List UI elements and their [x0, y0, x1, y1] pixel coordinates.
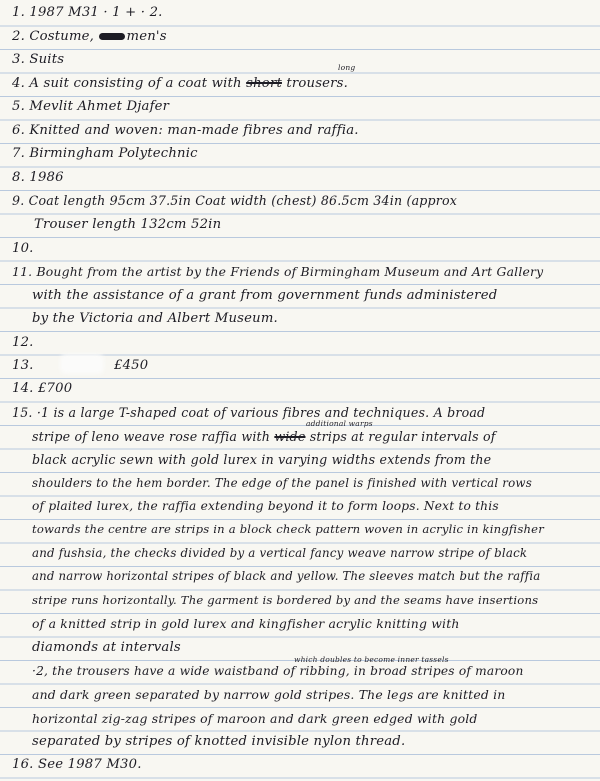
line-15-description-11: diamonds at intervals	[32, 640, 181, 655]
line-15-text: stripe of leno weave rose raffia with	[32, 429, 271, 444]
line-4-description	[12, 76, 348, 91]
line-15-description-14: horizontal zig-zag stripes of maroon and dark green edged with gold	[32, 711, 478, 726]
line-15-description-9: stripe runs horizontally. The garment is bordered by and the seams have insertions	[32, 593, 539, 607]
line-4-insertion: long	[338, 63, 356, 72]
line-8-date: 8. 1986	[12, 170, 64, 185]
line-16-reference: 16. See 1987 M30.	[12, 757, 142, 772]
line-15-description-12: ·2, the trousers have a wide waistband of ribbing, in broad stripes of maroon	[32, 664, 524, 678]
line-15-trouser-insertion: which doubles to become inner tassels	[294, 655, 449, 664]
line-2-text-end: men's	[126, 29, 167, 44]
line-14-valuation: 14. £700	[12, 381, 73, 396]
line-15-description-8: and narrow horizontal stripes of black and yellow. The sleeves match but the raffia	[32, 569, 541, 583]
line-15-description-1: 15. ·1 is a large T-shaped coat of various fibres and techniques. A broad	[12, 405, 486, 420]
line-15-insertion: additional warps	[306, 419, 373, 428]
line-11-acquisition-end: by the Victoria and Albert Museum.	[32, 311, 278, 326]
line-1-accession: 1. 1987 M31 · 1 + · 2.	[12, 5, 163, 20]
line-9-trouser-dimensions: Trouser length 132cm 52in	[34, 217, 222, 232]
line-10: 10.	[12, 241, 34, 256]
line-15-description-3: black acrylic sewn with gold lurex in varying widths extends from the	[32, 452, 492, 467]
line-4-struck-word: short	[246, 76, 282, 91]
line-7-place: 7. Birmingham Polytechnic	[12, 146, 198, 161]
line-4-text-end: trousers.	[286, 76, 349, 91]
line-15-struck-word: wide	[274, 429, 306, 444]
line-6-materials: 6. Knitted and woven: man-made fibres and raffia.	[12, 123, 359, 138]
line-12: 12.	[12, 335, 34, 350]
line-4-text: 4. A suit consisting of a coat with	[12, 76, 242, 91]
line-13-price: £450	[114, 358, 149, 373]
line-15-description-4: shoulders to the hem border. The edge of the panel is finished with vertical rows	[32, 476, 532, 490]
line-15-description-6: towards the centre are strips in a block check pattern woven in acrylic in kingfisher	[32, 522, 544, 536]
redaction-mark	[60, 354, 104, 374]
line-11-acquisition: 11. Bought from the artist by the Friends of Birmingham Museum and Art Gallery	[12, 264, 544, 279]
line-9-dimensions: 9. Coat length 95cm 37.5in Coat width (chest) 86.5cm 34in (approx	[12, 193, 458, 208]
line-15-description-2	[32, 429, 496, 444]
line-15-description-5: of plaited lurex, the raffia extending beyond it to form loops. Next to this	[32, 499, 499, 513]
line-15-description-15: separated by stripes of knotted invisible nylon thread.	[32, 734, 406, 749]
line-15-description-7: and fushsia, the checks divided by a vertical fancy weave narrow stripe of black	[32, 546, 528, 560]
line-2-text: 2. Costume,	[12, 29, 95, 44]
line-15-text-end: strips at regular intervals of	[309, 429, 496, 444]
line-13-label: 13.	[12, 358, 34, 373]
line-11-acquisition-cont: with the assistance of a grant from government funds administered	[32, 288, 498, 303]
line-5-maker: 5. Mevlit Ahmet Djafer	[12, 99, 170, 114]
line-15-description-13: and dark green separated by narrow gold stripes. The legs are knitted in	[32, 687, 506, 702]
line-3-object-name: 3. Suits	[12, 52, 65, 67]
line-15-description-10: of a knitted strip in gold lurex and kingfisher acrylic knitting with	[32, 616, 460, 631]
scribbled-out-word	[99, 33, 125, 40]
line-2-category	[12, 29, 167, 44]
